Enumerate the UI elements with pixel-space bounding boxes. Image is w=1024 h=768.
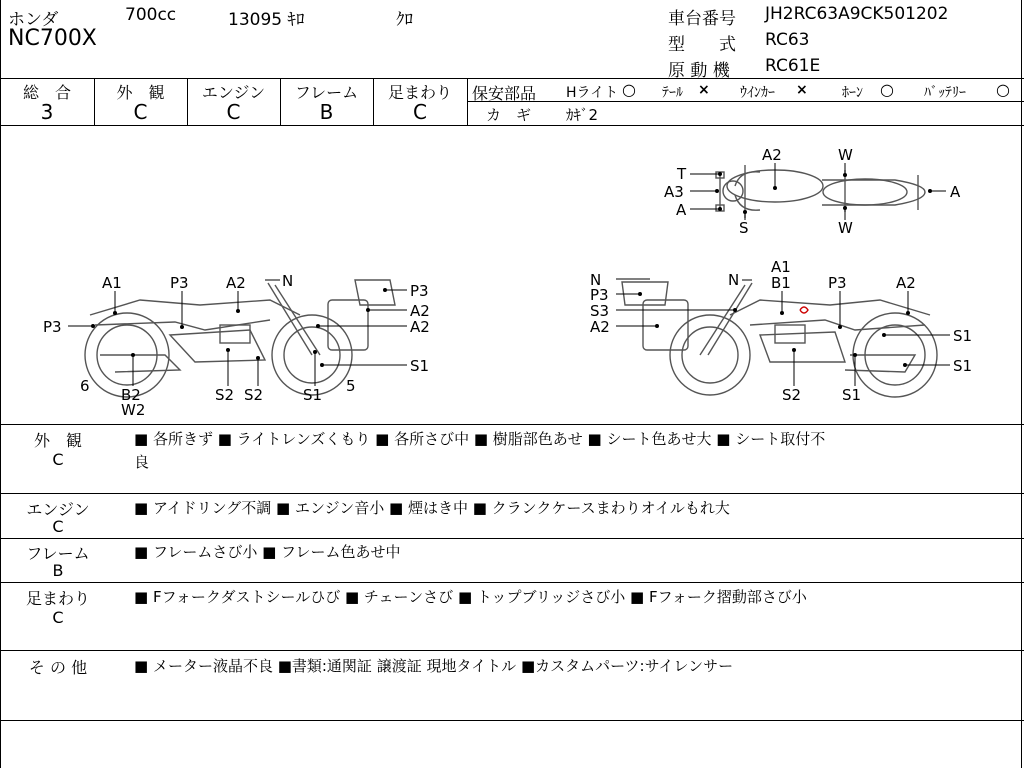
grade-value-suspension: C: [413, 100, 427, 124]
label-s1-r2: S1: [953, 357, 973, 375]
label-a1: A1: [102, 274, 122, 292]
top-view-labels: [664, 146, 961, 237]
type-value: RC63: [765, 30, 810, 50]
label-a2-r2: A2: [410, 318, 430, 336]
remark-grade-frame: B: [52, 561, 64, 580]
remark-text-other: ■ メーター液晶不良 ■書類:通関証 譲渡証 現地タイトル ■カスタムパーツ:サイレンサー: [134, 657, 734, 675]
label-n-left: N: [590, 271, 602, 289]
divider: [0, 720, 1024, 721]
label-a2-top: A2: [762, 146, 782, 164]
divider: [0, 493, 1024, 494]
divider: [0, 650, 1024, 651]
key-label: カ ギ: [486, 106, 532, 124]
remark-label-engine: エンジン: [26, 500, 90, 519]
label-a2-top: A2: [896, 274, 916, 292]
grade-value-frame: B: [319, 100, 334, 124]
label-s2b: S2: [244, 386, 264, 404]
label-s1-right: S1: [410, 357, 430, 375]
label-s1-bottom: S1: [842, 386, 862, 404]
label-p3-right: P3: [410, 282, 429, 300]
label-s3: S3: [590, 302, 610, 320]
bike-right-view: [622, 282, 937, 397]
label-5: 5: [346, 377, 356, 395]
safety-mark-headlight: ○: [622, 80, 636, 99]
divider: [467, 78, 468, 125]
color: ｸﾛ: [396, 10, 413, 30]
model-name: NC700X: [8, 26, 97, 51]
label-p3-left: P3: [43, 318, 62, 336]
remark-text-engine: ■ アイドリング不調 ■ エンジン音小 ■ 煙はき中 ■ クランクケースまわりオイルもれ大: [134, 499, 730, 517]
safety-item-battery: ﾊﾞｯﾃﾘｰ: [924, 85, 966, 101]
label-b2: B2: [121, 386, 141, 404]
divider: [0, 538, 1024, 539]
remark-label-frame: フレーム: [26, 544, 90, 563]
grade-value-engine: C: [226, 100, 241, 124]
label-p3-left: P3: [590, 286, 609, 304]
type-label: 型 式: [668, 35, 736, 55]
divider: [0, 125, 1024, 126]
label-a2-r1: A2: [410, 302, 430, 320]
label-b1: B1: [771, 274, 791, 292]
label-p3-top: P3: [828, 274, 847, 292]
remark-grade-exterior: C: [52, 450, 64, 469]
remark-text-exterior-cont: 良: [134, 453, 150, 471]
label-s2: S2: [782, 386, 802, 404]
safety-item-horn: ﾎｰﾝ: [842, 85, 863, 101]
label-s1-r1: S1: [953, 327, 973, 345]
safety-mark-winker: ×: [796, 82, 808, 98]
bike-top-view: [716, 165, 925, 218]
label-a-right: A: [950, 183, 961, 201]
mileage: 13095 ｷﾛ: [228, 10, 305, 30]
grade-label-exterior: 外 観: [116, 83, 165, 102]
safety-item-headlight: Hライト: [566, 85, 619, 101]
maker: ホンダ: [8, 10, 59, 30]
safety-mark-battery: ○: [996, 80, 1010, 99]
label-a3: A3: [664, 183, 684, 201]
label-a1: A1: [771, 258, 791, 276]
damage-diagram: [0, 127, 1024, 423]
label-a2-left: A2: [590, 318, 610, 336]
label-n-mid: N: [728, 271, 740, 289]
label-6: 6: [80, 377, 90, 395]
remark-text-suspension: ■ Fフォークダストシールひび ■ チェーンさび ■ トップブリッジさび小 ■ Fフォーク摺動部さび小: [134, 588, 807, 606]
safety-label: 保安部品: [472, 84, 537, 103]
label-n: N: [282, 272, 294, 290]
engine-label: 原 動 機: [668, 61, 730, 81]
remark-grade-engine: C: [52, 517, 64, 536]
label-p3-top: P3: [170, 274, 189, 292]
remark-text-frame: ■ フレームさび小 ■ フレーム色あせ中: [134, 543, 401, 561]
engine-value: RC61E: [765, 56, 821, 76]
remark-label-suspension: 足まわり: [25, 589, 90, 608]
grade-value-overall: 3: [40, 100, 54, 124]
label-a2-top: A2: [226, 274, 246, 292]
grade-value-exterior: C: [133, 100, 148, 124]
divider: [0, 582, 1024, 583]
remark-label-exterior: 外 観: [33, 431, 82, 450]
grade-label-overall: 総 合: [22, 83, 71, 102]
divider: [0, 424, 1024, 425]
label-a-left: A: [676, 201, 687, 219]
safety-item-tail: ﾃｰﾙ: [662, 85, 683, 101]
label-w2: W2: [121, 401, 146, 419]
safety-mark-tail: ×: [698, 82, 710, 98]
frame-no: JH2RC63A9CK501202: [765, 4, 949, 24]
grade-label-frame: フレーム: [294, 83, 359, 102]
remark-text-exterior: ■ 各所きず ■ ライトレンズくもり ■ 各所さび中 ■ 樹脂部色あせ ■ シート色あせ大 ■ シート取付不: [134, 430, 826, 448]
label-s2a: S2: [215, 386, 235, 404]
label-s: S: [739, 219, 749, 237]
grade-label-engine: エンジン: [201, 83, 266, 102]
label-t: T: [677, 165, 687, 183]
remark-grade-suspension: C: [52, 608, 64, 627]
frame-no-label: 車台番号: [668, 9, 736, 29]
right-view-labels: [590, 258, 972, 404]
key-value: ｶｷﾞ2: [566, 106, 599, 124]
label-s1-bottom: S1: [303, 386, 323, 404]
label-w-bottom: W: [838, 219, 853, 237]
divider: [0, 78, 1024, 79]
displacement: 700cc: [125, 5, 177, 25]
label-w-top: W: [838, 146, 853, 164]
left-view-labels: [43, 272, 430, 419]
safety-mark-horn: ○: [880, 80, 894, 99]
remark-label-other: そ の 他: [28, 658, 88, 677]
safety-item-winker: ｳｲﾝｶｰ: [740, 85, 775, 101]
grade-label-suspension: 足まわり: [387, 83, 452, 102]
